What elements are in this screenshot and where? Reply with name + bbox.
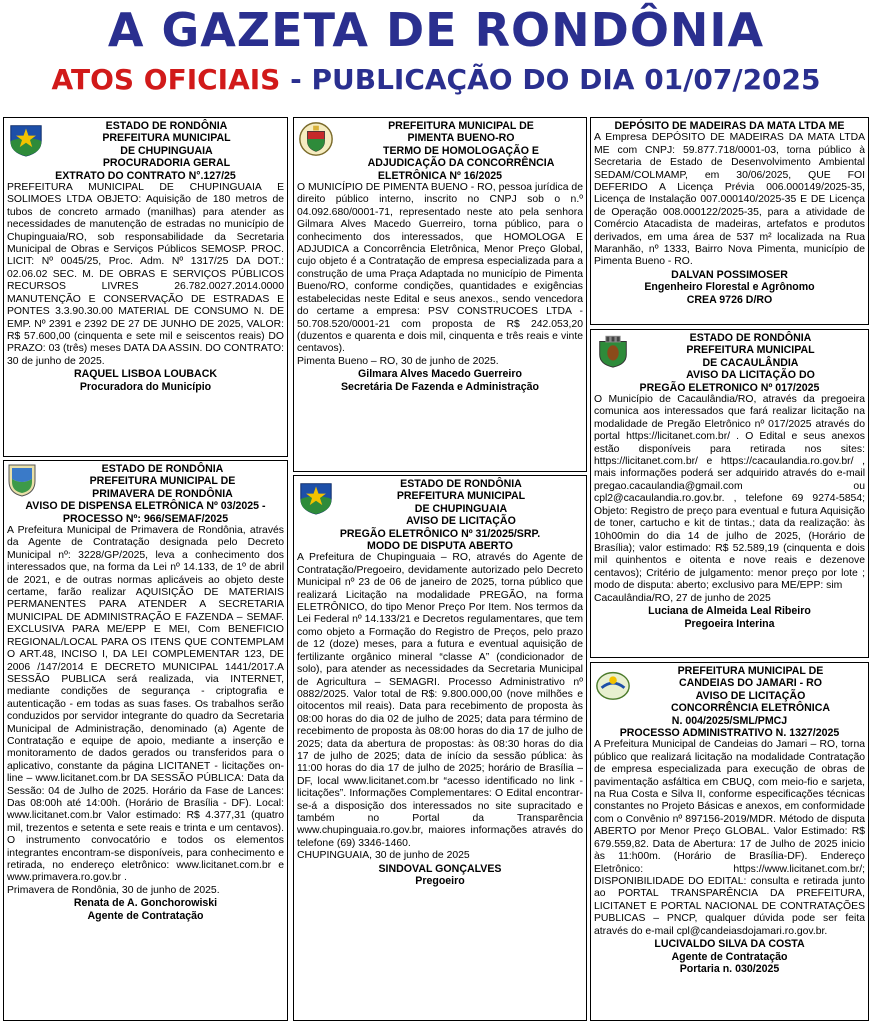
header-line: N. 004/2025/SML/PMCJ (671, 714, 788, 727)
signer-name: SINDOVAL GONÇALVES (378, 862, 502, 875)
subtitle-date: - PUBLICAÇÃO DO DIA 01/07/2025 (280, 63, 821, 96)
notice-cacaulandia-pregao (590, 329, 869, 658)
header-line: PREFEITURA MUNICIPAL (396, 490, 526, 503)
header-line: CANDEIAS DO JAMARI - RO (678, 677, 823, 690)
signer-role: Pregoeiro (415, 875, 465, 888)
notice-chupinguaia-contrato (3, 117, 288, 457)
cacaulandia-crest-icon (594, 332, 632, 370)
signer-registration: Portaria n. 030/2025 (679, 963, 780, 976)
pimenta-bueno-crest-icon (297, 120, 335, 158)
header-line: ESTADO DE RONDÔNIA (105, 120, 228, 132)
place-date: Cacaulândia/RO, 27 de junho de 2025 (594, 592, 771, 604)
header-line: ESTADO DE RONDÔNIA (689, 332, 812, 344)
header-line: PREFEITURA MUNICIPAL DE (388, 120, 534, 132)
place-date: Pimenta Bueno – RO, 30 de junho de 2025. (297, 355, 499, 367)
header-line: MODO DE DISPUTA ABERTO (367, 540, 513, 553)
signer-role: Pregoeira Interina (684, 617, 775, 630)
signer-role: Procuradora do Município (79, 380, 212, 393)
signer-role: Secretária De Fazenda e Administração (340, 380, 540, 393)
rondonia-star-seal-icon (7, 120, 45, 158)
signer-role: Agente de Contratação (87, 909, 204, 922)
candeias-crest-icon (594, 665, 632, 703)
publication-subtitle (0, 62, 872, 98)
header-line: ESTADO DE RONDÔNIA (400, 478, 522, 490)
header-line: PIMENTA BUENO-RO (407, 132, 515, 145)
signer-registration: CREA 9726 D/RO (686, 294, 773, 307)
notice-body: A Empresa DEPÓSITO DE MADEIRAS DA MATA LTDA ME com CNPJ: 59.877.718/0001-03, torna público à Secretaria de Estado de Desenvolvimento Ambiental SEDAM/COLMAMP, em 30/06/2025, QUE FOI DEFERIDO A Licença Prévia 006.000149/2025-35, Licença de Instalação 007.000140/2025-35 E DE Licença de Operação 008.000122/2025-35, para a atividade de Comércio Atacadista de madeiras, artefatos e produtos derivados, em uma área de 537 m² localizada na Rua Maranhão, nº 1333, Bairro Nova Pimenta, município de Pimenta Bueno - RO. (594, 132, 865, 268)
header-line: DE CHUPINGUAIA (120, 144, 213, 157)
header-line: PROCESSO ADMINISTRATIVO N. 1327/2025 (619, 727, 840, 740)
notice-body: A Prefeitura de Chupinguaia – RO, através do Agente de Contratação/Pregoeiro, devidamente autorizado pelo Decreto Municipal nº 23 de 06 de janeiro de 2025, torna público que realizará Licitação na modalidade PREGÃO, na forma ELETRÔNICO, do tipo Menor Preço Por Item. Nos termos da Lei Federal nº 14.133/21 e Decretos regulamentares, que tem como objeto a Formação do Registro de Preços, pelo prazo de 12 (doze) meses, para a futura e eventual aquisição de fertilizante orgânico mineral “classe A” (condicionador de solo), para atender as necessidades da Secretaria Municipal de Agricultura – SEMAGRI. Processo Administrativo nº 0882/2025. Valor total de R$: 9.800.000,00 (nove milhões e oitocentos mil reais). Data para recebimento de proposta às 08:00 horas do dia 02 de julho de 2025; data para término de recebimento de proposta às 08:00 horas do dia 17 de julho de 2025; data da abertura de propostas: às 08:30 horas do dia 17 de julho de 2025; data de início da sessão pública: às 11:00 horas do dia 17 de julho de 2025; horário de Brasília – DF, local www.licitanet.com.br “acesso identificado no link - licitações”. Informações Complementares: O Edital encontrar-se-á a disposição dos interessados no site supracitado e também no Portal da Transparência www.chupinguaia.ro.gov.br, maiores informações através do telefone (69) 3346-1460. (297, 552, 583, 849)
rondonia-star-seal-icon (297, 478, 335, 516)
header-line: DE CACAULÂNDIA (702, 356, 799, 369)
header-line: CONCORRÊNCIA ELETRÔNICA (670, 702, 831, 715)
notice-body: O MUNICÍPIO DE PIMENTA BUENO - RO, pessoa jurídica de direito público interno, inscrito no CNPJ sob o n.º 04.092.680/0001-71, representado neste ato pela senhora Gilmara Alves Macedo Guerreiro, torna público, para o conhecimento dos interessados, que HOMOLOGA E ADJUDICA a Concorrência Eletrônica, Menor Preço Global, cujo objeto é a Contratação de empresa especializada para a construção de uma Praça Adaptada no município de Pimenta Bueno/RO, conforme condições, quantidades e exigências estabelecidas neste Edital e seus anexos., sendo vencedora do certame a empresa: PSV CONSTRUCOES LTDA - 50.708.520/0001-21 com proposta de R$ 242.053,20 (duzentos e quarenta e dois mil, cinquenta e três reais e vinte centavos). (297, 182, 583, 355)
header-line: AVISO DE DISPENSA ELETRÔNICA Nº 03/2025 - (25, 500, 266, 513)
notice-candeias-concorrencia (590, 662, 869, 1021)
notice-pimenta-bueno-homologacao (293, 117, 587, 472)
header-line: ELETRÔNICA Nº 16/2025 (377, 169, 503, 182)
header-line: DEPÓSITO DE MADEIRAS DA MATA LTDA ME (614, 120, 845, 132)
signer-name: Luciana de Almeida Leal Ribeiro (648, 604, 811, 617)
header-line: ADJUDICAÇÃO DA CONCORRÊNCIA (367, 157, 555, 170)
header-line: AVISO DA LICITAÇÃO DO (686, 369, 815, 382)
header-line: AVISO DE LICITAÇÃO (406, 515, 516, 528)
notice-primavera-dispensa (3, 460, 288, 1021)
notice-body: PREFEITURA MUNICIPAL DE CHUPINGUAIA E SOLIMOES LTDA OBJETO: Aquisição de 180 metros de tubos de concreto armado (manilhas) para atender as necessidades de manutenção de estradas no município de Chupinguaia/RO, sob responsabilidade da Secretaria Municipal de Obras e Serviços Públicos SEMOSP. PROC. LICIT: Nº 0045/25, Proc. Adm. Nº 1317/25 DA DOT.: 02.06.02 SEC. M. DE OBRAS E SERVIÇOS PÚBLICOS RECURSOS LIVRES 26.782.0027.2014.0000 MANUTENÇÃO E CONSERVAÇÃO DE ESTRADAS E PONTES 3.3.90.30.00 MATERIAL DE CONSUMO N. DE EMP. Nº 2391 e 2392 DE 27 DE JUNHO DE 2025, VALOR: R$ 57.600,00 (cinquenta e sete mil e seiscentos reais) DO PRAZO: 03 (três) meses DATA DA ASSIN. DO CONTRATO: 30 de junho de 2025. (7, 182, 284, 367)
signer-name: RAQUEL LISBOA LOUBACK (73, 368, 217, 381)
notice-body: A Prefeitura Municipal de Candeias do Jamari – RO, torna público que realizará licitação na modalidade Contratação de empresa especializada para execução de obras de pavimentação asfáltica em CBUQ, com meio-fio e sarjeta, na Rua Costa e Silva II, conforme especificações técnicas constantes no Projeto Básicas e anexos, em conformidade com o Convênio nº 897156-2019/MDR. Método de disputa ABERTO por Menor Preço GLOBAL. Valor Estimado: R$ 679.559,82. Data de Abertura: 17 de Julho de 2025 inicio às 11:h00m. (Horário de Brasília-DF). Endereço Eletrônico: https://www.licitanet.com.br/; DISPONIBILIDADE DO EDITAL: consulta e retirada junto ao PORTAL TRANSPARÊNCIA DA PREFEITURA, LICITANET E PORTAL NACIONAL DE CONTRATAÇÕES PUBLICAS – PNCP, qualquer dúvida pode ser feita através do e-mail cpl@candeiasdojamari.ro.gov.br. (594, 739, 865, 937)
header-line: PREFEITURA MUNICIPAL (686, 344, 815, 357)
header-line: PROCURADORIA GERAL (102, 157, 231, 170)
signer-role: Engenheiro Florestal e Agrônomo (644, 281, 815, 294)
header-line: PROCESSO Nº: 966/SEMAF/2025 (62, 512, 229, 525)
masthead (0, 0, 872, 110)
header-line: PRIMAVERA DE RONDÔNIA (92, 487, 233, 500)
header-line: TERMO DE HOMOLOGAÇÃO E (383, 144, 539, 157)
header-line: PREGÃO ELETRÔNICO Nº 31/2025/SRP. (339, 527, 541, 540)
header-line: DE CHUPINGUAIA (414, 502, 508, 515)
place-date: CHUPINGUAIA, 30 de junho de 2025 (297, 850, 470, 862)
signer-role: Agente de Contratação (671, 950, 788, 963)
signer-name: LUCIVALDO SILVA DA COSTA (654, 937, 805, 950)
primavera-crest-icon (7, 463, 37, 497)
notice-chupinguaia-pregao (293, 475, 587, 1021)
header-line: PREFEITURA MUNICIPAL (102, 132, 231, 145)
signer-name: Gilmara Alves Macedo Guerreiro (358, 368, 522, 381)
notice-body: A Prefeitura Municipal de Primavera de Rondônia, através da Agente de Contratação designada pelo Decreto Municipal nº: 3228/GP/2025, leva a conhecimento dos interessados que, na forma da Lei nº 14.133, de 1º de abril de 2021, e de outras normas aplicáveis ao objeto deste certame, farão realizar AQUISIÇÃO DE MATERIAIS PERMANENTES PARA ATENDER A SECRETARIA MUNICIPAL DE ADMINISTRAÇÃO E FAZENDA – SEMAF. EXCLUSIVA PARA ME/EPP E MEI, Com BENEFICIO REGIONAL/LOCAL PARA OS ITENS QUE CONTEMPLAM O ART.48, INCISO I, DA LEI COMPLEMENTAR 123, DE 2006 /147/2014 E DECRETO MUNICIPAL 1441/2017.A SESSÃO PUBLICA será realizada, via INTERNET, mediante condições de segurança - criptografia e autenticação - em todas as suas fases. Os trabalhos serão conduzidos por servidor integrante do quadro da Secretaria Municipal de Administração, denominado (a) Agente de Contratação e equipe de apoio, mediante a inserção e monitoramento de dados gerados ou transferidos para o aplicativo, constante da página LICITANET - licitações on-line – www.licitanet.com.br DA SESSÃO PÚBLICA: Data da Sessão: 04 de Julho de 2025. Horário da Fase de Lances: Das 08:00h até 14:00h. (Horário de Brasília - DF). Local: www.licitanet.com.br Valor estimado: R$ 4.377,31 (quatro mil, trezentos e setenta e sete reais e trinta e um centavos). O instrumento convocatório e todos os elementos integrantes encontram-se disponíveis, para conhecimento e retirada, no endereço eletrônico: www.licitanet.com.br e www.primavera.ro.gov.br . (7, 525, 284, 884)
header-line: PREFEITURA MUNICIPAL DE (677, 665, 824, 677)
newspaper-title: A GAZETA DE RONDÔNIA (107, 3, 765, 57)
signer-name: DALVAN POSSIMOSER (671, 268, 788, 281)
header-line: PREGÃO ELETRONICO Nº 017/2025 (639, 381, 820, 394)
place-date: Primavera de Rondônia, 30 de junho de 2025. (7, 884, 220, 896)
header-line: ESTADO DE RONDÔNIA (101, 463, 224, 475)
notice-body: O Município de Cacaulândia/RO, através da pregoeira comunica aos interessados que fará realizar licitação na modalidade de Pregão Eletrônico nº 017/2025 através do portal https://licitanet.com.br/ . O Edital e seus anexos estão disponíveis para retirada nos sites: https://licitanet.com.br/ e https://cacaulandia.ro.gov.br/ , mais informações poderá ser adquirido através do e-mail pregao.cacaulandia@gmail.com ou cpl2@cacaulandia.ro.gov.br. , telefone 69 9274-5854; Objeto: Registro de preço para eventual e futura Aquisição de toner, cartucho e kit de tintas.; data da realização: às 10h00min do dia 14 de julho de 2025, (Horário de Brasília); valor estimado: R$ 52.589,19 (cinquenta e dois mil quinhentos e oitenta e nove reais e dezenove centavos); Critério de julgamento: menor preço por lote ; modo de disputa: aberto; exclusivo para ME/EPP: sim (594, 394, 865, 592)
header-line: EXTRATO DO CONTRATO N°.127/25 (55, 169, 236, 182)
subtitle-atos: ATOS OFICIAIS (51, 63, 281, 96)
header-line: AVISO DE LICITAÇÃO (695, 689, 806, 702)
header-line: PREFEITURA MUNICIPAL DE (89, 475, 236, 488)
signer-name: Renata de A. Gonchorowiski (73, 897, 218, 910)
notice-deposito-madeiras (590, 117, 869, 325)
